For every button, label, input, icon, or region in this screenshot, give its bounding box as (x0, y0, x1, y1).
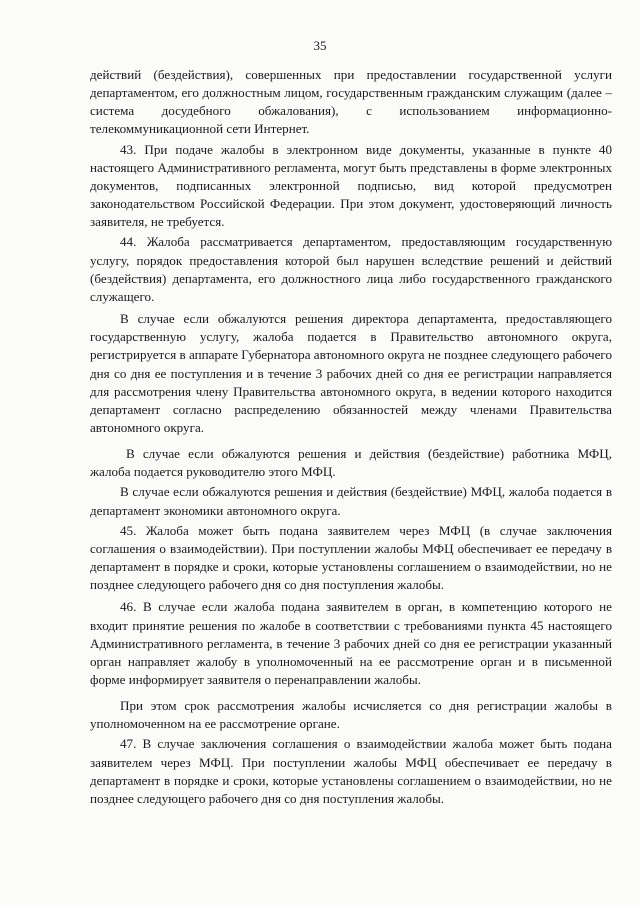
page-number: 35 (313, 38, 327, 53)
paragraph-43: 43. При подаче жалобы в электронном виде документы, указанные в пункте 40 настоящего Административного регламента, могут быть представлены в форме электронных документов, подписанных электронной подписью, вид которой предусмотрен законодательством Российской Федерации. При этом документ, удостоверяющий личность заявителя, не требуется. (90, 141, 612, 230)
paragraph-45: 45. Жалоба может быть подана заявителем через МФЦ (в случае заключения соглашения о взаимодействии). При поступлении жалобы МФЦ обеспечивает ее передачу в департамент в порядке и сроки, которые установлены соглашением о взаимодействии, но не позднее следующего рабочего дня со дня поступления жалобы. (90, 522, 612, 593)
paragraph-continuation: действий (бездействия), совершенных при предоставлении государственной услуги департаментом, его должностным лицом, государственным гражданским служащим (далее – система досудебного обжалования), с использованием информационно-телекоммуникационной сети Интернет. (90, 67, 612, 137)
paragraph-47: 47. В случае заключения соглашения о взаимодействии жалоба может быть подана заявителем через МФЦ. При поступлении жалобы МФЦ обеспечивает ее передачу в департамент в порядке и сроки, которые установлены соглашением о взаимодействии, но не позднее следующего рабочего дня со дня поступления жалобы. (90, 736, 612, 806)
paragraph-mfc-worker-complaint: В случае если обжалуются решения и действия (бездействие) работника МФЦ, жалоба подается руководителю этого МФЦ. (90, 446, 612, 480)
paragraph-mfc-complaint: В случае если обжалуются решения и действия (бездействие) МФЦ, жалоба подается в департамент экономики автономного округа. (90, 484, 612, 518)
paragraph-term: При этом срок рассмотрения жалобы исчисляется со дня регистрации жалобы в уполномоченном на ее рассмотрение органе. (90, 698, 612, 732)
document-body (90, 66, 612, 808)
paragraph-44: 44. Жалоба рассматривается департаментом, предоставляющим государственную услугу, порядок предоставления которой был нарушен вследствие решений и действий (бездействия) департамента, его должностного лица либо государственного гражданского служащего. (90, 234, 612, 304)
paragraph-46: 46. В случае если жалоба подана заявителем в орган, в компетенцию которого не входит принятие решения по жалобе в соответствии с требованиями пункта 45 настоящего Административного регламента, в течение 3 рабочих дней со дня ее регистрации указанный орган направляет жалобу в уполномоченный на ее рассмотрение орган и в письменной форме информирует заявителя о перенаправлении жалобы. (90, 599, 612, 687)
paragraph-director-complaint: В случае если обжалуются решения директора департамента, предоставляющего государственную услугу, жалоба подается в Правительство автономного округа, регистрируется в аппарате Губернатора автономного округа не позднее следующего рабочего дня со дня ее поступления и в течение 3 рабочих дней со дня ее регистрации направляется для рассмотрения члену Правительства автономного округа, в ведении которого находится департамент согласно распределению обязанностей между членами Правительства автономного округа. (90, 311, 612, 435)
